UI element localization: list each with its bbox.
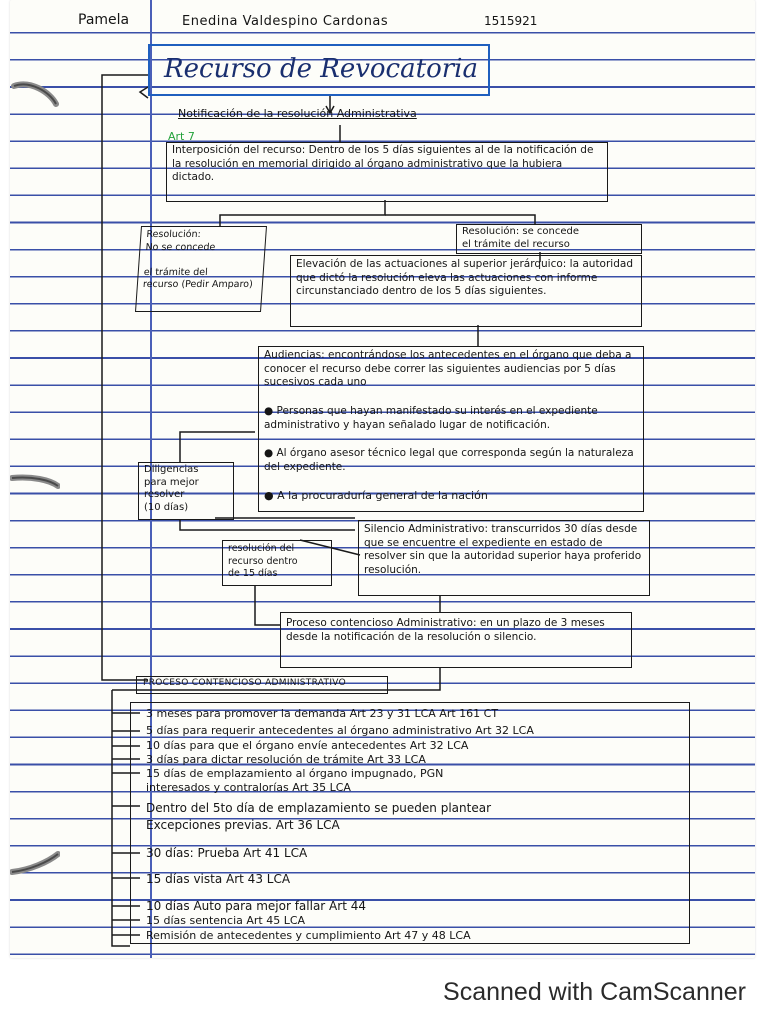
timeline-item: Excepciones previas. Art 36 LCA xyxy=(146,818,340,832)
granted-text: Resolución: se concede el trámite del recurso xyxy=(462,226,580,250)
audience-item: ● Personas que hayan manifestado su interés en el expediente administrativo y hayan señalado lugar de notificación. xyxy=(264,405,598,431)
notification-text: Notificación de la resolución Administrativa xyxy=(178,107,417,120)
resolution-time-text: resolución del recurso dentro de 15 días xyxy=(228,543,298,579)
audiences-box xyxy=(258,346,644,512)
audiences-intro: Audiencias: encontrándose los antecedentes en el órgano que deba a conocer el recurso debe correr las siguientes audiencias por 5 días sucesivos cada uno xyxy=(264,349,632,388)
elevation-text: Elevación de las actuaciones al superior jerárquico: la autoridad que dictó la resolución eleva las actuaciones con informe circunstanciado dentro de los 5 días siguientes. xyxy=(296,258,633,297)
audience-item: ● Al órgano asesor técnico legal que corresponda según la naturaleza del expediente. xyxy=(264,447,634,473)
contentious-box xyxy=(280,612,632,668)
interposition-text: Interposición del recurso: Dentro de los 5 días siguientes al de la notificación de la resolución en memorial dirigido al órgano administrativo que la hubiera dictado. xyxy=(172,144,594,183)
timeline-item: 15 días de emplazamiento al órgano impugnado, PGN xyxy=(146,767,444,780)
timeline-item: 10 días Auto para mejor fallar Art 44 xyxy=(146,899,366,913)
interposition-box xyxy=(166,142,608,202)
contentious-text: Proceso contencioso Administrativo: en un plazo de 3 meses desde la notificación de la resolución o silencio. xyxy=(286,617,605,643)
timeline-item: 15 días vista Art 43 LCA xyxy=(146,872,291,886)
student-first-name: Pamela xyxy=(78,12,130,28)
timeline-item: Dentro del 5to día de emplazamiento se pueden plantear xyxy=(146,801,491,815)
granted-box xyxy=(456,224,642,254)
process-label-box xyxy=(136,676,388,694)
audience-item: ● A la procuraduría general de la nación xyxy=(264,489,488,502)
denied-box xyxy=(135,226,267,312)
student-id: 1515921 xyxy=(484,14,538,28)
silence-box xyxy=(358,520,650,596)
page-title: Recurso de Revocatoria xyxy=(164,54,478,84)
art-tag: Art 7 xyxy=(168,130,195,143)
timeline-item: 3 días para dictar resolución de trámite Art 33 LCA xyxy=(146,753,426,766)
resolution-time-box xyxy=(222,540,332,586)
student-last-names: Enedina Valdespino Cardonas xyxy=(182,14,389,29)
timeline-item: 15 días sentencia Art 45 LCA xyxy=(146,914,306,927)
timeline-item: 3 meses para promover la demanda Art 23 y 31 LCA Art 161 CT xyxy=(146,707,499,720)
timeline-item: Remisión de antecedentes y cumplimiento Art 47 y 48 LCA xyxy=(146,929,471,942)
timeline-item: 10 días para que el órgano envíe antecedentes Art 32 LCA xyxy=(146,739,469,752)
silence-text: Silencio Administrativo: transcurridos 30 días desde que se encuentre el expediente en estado de resolver sin que la autoridad superior haya proferido resolución. xyxy=(364,523,642,576)
timeline-item: 5 días para requerir antecedentes al órgano administrativo Art 32 LCA xyxy=(146,724,534,737)
timeline-item: interesados y contralorías Art 35 LCA xyxy=(146,781,351,794)
scanner-watermark: Scanned with CamScanner xyxy=(443,978,746,1006)
timeline-item: 30 días: Prueba Art 41 LCA xyxy=(146,846,308,860)
denied-text: Resolución: No se concede el trámite del recurso (Pedir Amparo) xyxy=(142,229,254,290)
process-label: PROCESO CONTENCIOSO ADMINISTRATIVO xyxy=(143,678,346,688)
elevation-box xyxy=(290,255,642,327)
diligences-box xyxy=(138,462,234,520)
title-box xyxy=(148,44,490,96)
diligences-text: Diligencias para mejor resolver (10 días) xyxy=(144,464,199,513)
